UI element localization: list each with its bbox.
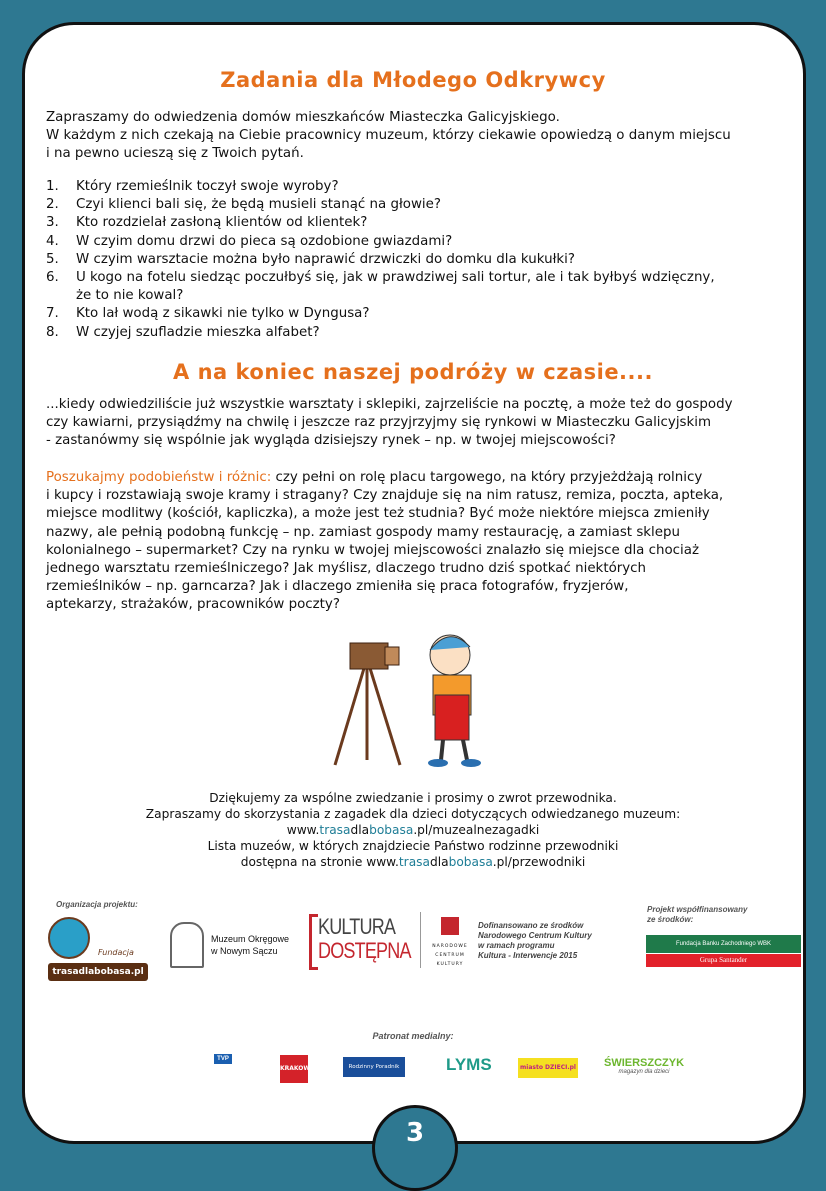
- text-line: ...kiedy odwiedziliście już wszystkie warsztaty i sklepiki, zajrzeliście na pocztę, a może też do gospody: [46, 397, 733, 412]
- cofinance-label: Projekt współfinansowany ze środków:: [647, 905, 748, 924]
- kultura-bracket: [309, 914, 318, 970]
- bzwbk-logo: Fundacja Banku Zachodniego WBK: [646, 935, 801, 953]
- intro: [46, 109, 731, 164]
- question-text: Czyi klienci bali się, że będą musieli stanąć na głowie?: [76, 197, 441, 213]
- text-line: kolonialnego – supermarket? Czy na rynku w twojej miejscowości znalazło się miejsce dla chociaż: [46, 542, 699, 558]
- thanks-note: [0, 790, 826, 870]
- kultura-dostepna-logo: KULTURA DOSTĘPNA: [318, 914, 411, 963]
- question-text: W czyjej szufladzie mieszka alfabet?: [76, 324, 320, 340]
- question-number: 8.: [46, 324, 59, 340]
- question-number: 3.: [46, 215, 59, 231]
- question-item: [46, 214, 715, 232]
- question-text: Który rzemieślnik toczył swoje wyroby?: [76, 179, 339, 194]
- krakowie-logo: KRAKOWIE: [280, 1055, 308, 1083]
- nck-crown-icon: [441, 917, 459, 935]
- text-line: nazwy, ale pełnią podobną funkcję – np. zamiast gospody mamy restaurację, a zamiast sklepu: [46, 524, 680, 540]
- page-number: 3: [405, 1118, 425, 1148]
- guides-link[interactable]: www.trasadlabobasa.pl/przewodniki: [366, 855, 586, 869]
- cofinance-note: Dofinansowano ze środków Narodowego Centrum Kultury w ramach programu Kultura - Interwencje 2015: [478, 921, 592, 960]
- intro-line: Zapraszamy do odwiedzenia domów mieszkańców Miasteczka Galicyjskiego.: [46, 110, 560, 125]
- question-text: Kto lał wodą z sikawki nie tylko w Dyngusa?: [76, 306, 370, 322]
- question-item: [46, 178, 715, 196]
- section-title: A na koniec naszej podróży w czasie....: [173, 360, 653, 384]
- question-text: W czyim warsztacie można było naprawić drzwiczki do domku dla kukułki?: [76, 251, 575, 267]
- question-text: W czyim domu drzwi do pieca są ozdobione gwiazdami?: [76, 233, 453, 249]
- thanks-line: Dziękujemy za wspólne zwiedzanie i prosimy o zwrot przewodnika.: [209, 791, 617, 805]
- paragraph-lead: Poszukajmy podobieństw i różnic:: [46, 470, 272, 485]
- text-line: aptekarzy, strażaków, pracowników poczty?: [46, 597, 340, 613]
- organizer-label: Organizacja projektu:: [56, 900, 138, 909]
- text-line: czy pełni on rolę placu targowego, na który przyjeżdżają rolnicy: [271, 470, 703, 485]
- question-item: [46, 269, 715, 287]
- question-text-continued: że to nie kowal?: [76, 288, 184, 304]
- paragraph-2: [46, 469, 723, 615]
- santander-logo: Grupa Santander: [646, 954, 801, 967]
- photographer-illustration: [325, 625, 500, 770]
- question-list: [46, 178, 715, 342]
- muzeum-logo-text: Muzeum Okręgowe w Nowym Sączu: [211, 934, 290, 956]
- text-line: miejsce modlitwy (kościół, kapliczka), a może jest też studnia? Być może niektóre miejsca zmieniły: [46, 506, 710, 522]
- fundacja-logo: Fundacja trasadlabobasa.pl: [46, 915, 151, 983]
- question-item: [46, 196, 715, 214]
- question-number: 7.: [46, 306, 59, 322]
- thanks-line: Lista muzeów, w których znajdziecie Państwo rodzinne przewodniki: [207, 839, 619, 853]
- thanks-line: dostępna na stronie www.trasadlabobasa.pl/przewodniki: [240, 855, 586, 869]
- text-line: jednego warsztatu rzemieślniczego? Jak myślisz, dlaczego trudno dziś spotkać niektórych: [46, 560, 647, 576]
- text-line: - zastanówmy się wspólnie jak wygląda dzisiejszy rynek – np. w twojej miejscowości?: [46, 433, 616, 449]
- miasto-dzieci-logo: miasto DZIECI.pl: [518, 1058, 578, 1078]
- question-number: 5.: [46, 251, 59, 267]
- divider: [420, 912, 421, 968]
- puzzles-link[interactable]: www.trasadlabobasa.pl/muzealnezagadki: [286, 823, 540, 837]
- text-line: i kupcy i rozstawiają swoje kramy i stragany? Czy znajduje się na nim ratusz, remiza, poczta, apteka,: [46, 488, 724, 504]
- question-text: Kto rozdzielał zasłoną klientów od klientek?: [76, 215, 368, 231]
- thanks-line: Zapraszamy do skorzystania z zagadek dla dzieci dotyczących odwiedzanego muzeum:: [145, 807, 681, 821]
- question-number: 1.: [46, 179, 59, 194]
- rodzinny-poradnik-logo: Rodzinny Poradnik: [343, 1057, 405, 1077]
- question-item: [46, 251, 715, 269]
- intro-line: W każdym z nich czekają na Ciebie pracownicy muzeum, którzy ciekawie opowiedzą o danym miejscu: [46, 128, 731, 144]
- question-number: 2.: [46, 197, 59, 213]
- page-title: Zadania dla Młodego Odkrywcy: [220, 68, 606, 92]
- muzeum-emblem: [170, 922, 204, 968]
- media-patronage-label: Patronat medialny:: [372, 1031, 454, 1041]
- paragraph-1: [46, 396, 733, 451]
- question-number: 4.: [46, 233, 59, 249]
- text-line: czy kawiarni, przysiądźmy na chwilę i jeszcze raz przyjrzyjmy się rynkowi w Miasteczku Galicyjskim: [46, 415, 712, 431]
- lyms-logo: LYMS: [446, 1055, 492, 1074]
- nck-logo-text: NARODOWE CENTRUM KULTURY: [432, 944, 468, 967]
- intro-line: i na pewno ucieszą się z Twoich pytań.: [46, 146, 304, 162]
- question-item: [46, 233, 715, 251]
- question-number: 6.: [46, 269, 59, 285]
- question-item: [46, 305, 715, 323]
- swierszczyk-logo: ŚWIERSZCZYK magazyn dla dzieci: [604, 1057, 685, 1075]
- question-item: [46, 324, 715, 342]
- text-line: rzemieślników – np. garncarza? Jak i dlaczego zmieniła się praca fotografów, fryzjerów,: [46, 579, 629, 595]
- question-text: U kogo na fotelu siedząc poczułbyś się, jak w prawdziwej sali tortur, ale i tak byłbyś wdzięczny,: [76, 269, 715, 285]
- tvp-abc-logo: TVP abc: [205, 1054, 241, 1082]
